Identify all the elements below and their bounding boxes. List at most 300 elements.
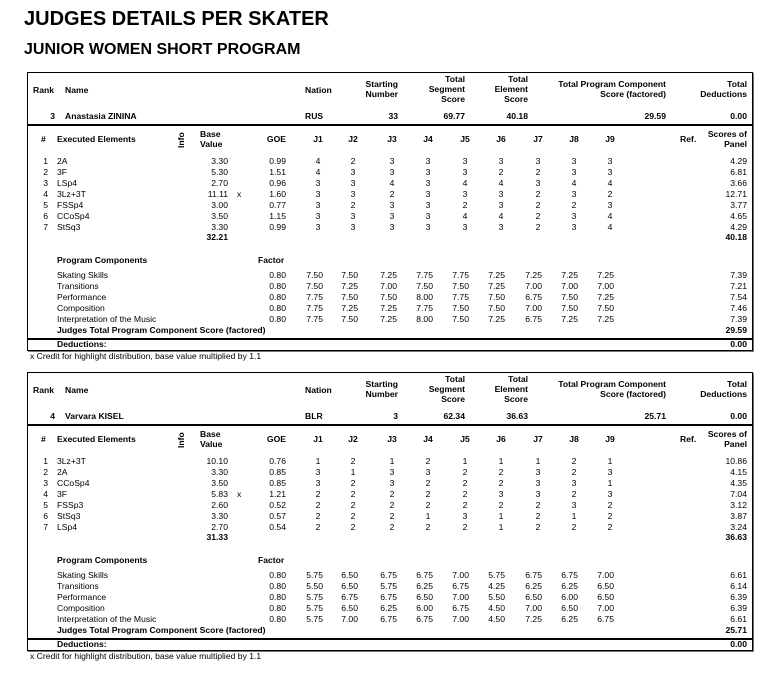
element-base-value: 3.30 — [211, 511, 228, 521]
judge-header: J8 — [569, 434, 579, 444]
pcs-header-2: Score (factored) — [600, 89, 666, 99]
scores-of-panel-header-1: Scores of — [707, 429, 747, 439]
goe-header: GOE — [266, 134, 286, 144]
judge-header: J6 — [496, 434, 506, 444]
scores-of-panel-header-2: Panel — [724, 439, 747, 449]
element-judge-score: 3 — [498, 222, 504, 232]
element-base-value: 3.50 — [211, 211, 228, 221]
component-judge-score: 6.75 — [561, 570, 578, 580]
element-judge-score: 2 — [607, 511, 613, 521]
element-goe: 1.60 — [269, 189, 286, 199]
element-judge-score: 2 — [425, 456, 431, 466]
component-judge-score: 5.75 — [306, 592, 323, 602]
segment-score-header-3: Score — [441, 94, 465, 104]
element-base-value: 3.50 — [211, 478, 228, 488]
element-judge-score: 2 — [498, 467, 504, 477]
component-name: Transitions — [57, 581, 99, 591]
skater-starting-number: 33 — [388, 111, 398, 121]
element-judge-score: 2 — [571, 522, 577, 532]
element-judge-score: 2 — [607, 522, 613, 532]
element-judge-score: 2 — [535, 167, 541, 177]
element-panel-score: 6.81 — [730, 167, 747, 177]
element-base-value: 5.30 — [211, 167, 228, 177]
element-judge-score: 3 — [315, 211, 321, 221]
element-score-header-1: Total — [508, 374, 528, 384]
component-judge-score: 6.25 — [416, 581, 433, 591]
component-factor: 0.80 — [269, 292, 286, 302]
element-base-value: 11.11 — [207, 189, 228, 199]
scores-of-panel-header-2: Panel — [724, 139, 747, 149]
judges-total-pcs-label: Judges Total Program Component Score (factored) — [57, 625, 266, 635]
element-judge-score: 3 — [315, 178, 321, 188]
pcs-header-1: Total Program Component — [558, 379, 666, 389]
element-base-value: 10.10 — [206, 456, 228, 466]
component-panel-score: 6.61 — [730, 570, 747, 580]
component-name: Interpretation of the Music — [57, 314, 157, 324]
element-num: 7 — [43, 222, 48, 232]
element-judge-score: 2 — [535, 500, 541, 510]
element-judge-score: 2 — [350, 200, 356, 210]
element-num: 3 — [43, 178, 48, 188]
component-judge-score: 6.00 — [561, 592, 578, 602]
component-judge-score: 7.50 — [341, 314, 358, 324]
factor-header: Factor — [258, 555, 285, 565]
element-num: 6 — [43, 211, 48, 221]
element-goe: 0.85 — [269, 467, 286, 477]
component-judge-score: 7.50 — [452, 314, 469, 324]
component-judge-score: 5.50 — [306, 581, 323, 591]
element-goe: 0.52 — [269, 500, 286, 510]
component-name: Composition — [57, 603, 105, 613]
element-judge-score: 3 — [498, 489, 504, 499]
starting-number-header-1: Starting — [365, 79, 398, 89]
component-judge-score: 6.50 — [597, 581, 614, 591]
starting-number-header-2: Number — [365, 89, 398, 99]
component-factor: 0.80 — [269, 270, 286, 280]
judge-header: J1 — [313, 434, 323, 444]
element-judge-score: 2 — [535, 200, 541, 210]
element-name: 2A — [57, 467, 68, 477]
deductions-value: 0.00 — [730, 339, 747, 349]
component-judge-score: 4.50 — [488, 603, 505, 613]
component-name: Interpretation of the Music — [57, 614, 157, 624]
element-judge-score: 3 — [498, 200, 504, 210]
element-judge-score: 4 — [607, 222, 613, 232]
element-judge-score: 3 — [535, 489, 541, 499]
component-judge-score: 7.75 — [306, 314, 323, 324]
element-judge-score: 1 — [498, 522, 504, 532]
skater-pcs: 25.71 — [644, 411, 666, 421]
skater-pcs: 29.59 — [644, 111, 666, 121]
deductions-header-1: Total — [727, 79, 747, 89]
component-judge-score: 6.75 — [416, 570, 433, 580]
component-judge-score: 7.50 — [488, 303, 505, 313]
element-judge-score: 3 — [315, 467, 321, 477]
element-judge-score: 4 — [462, 211, 468, 221]
component-judge-score: 7.25 — [488, 314, 505, 324]
element-judge-score: 4 — [462, 178, 468, 188]
element-judge-score: 1 — [315, 456, 321, 466]
component-judge-score: 7.25 — [341, 281, 358, 291]
component-judge-score: 6.75 — [597, 614, 614, 624]
element-panel-score: 3.24 — [730, 522, 747, 532]
component-name: Performance — [57, 292, 107, 302]
element-judge-score: 3 — [389, 222, 395, 232]
component-judge-score: 6.25 — [525, 581, 542, 591]
judge-header: J9 — [605, 434, 615, 444]
skater-nation: BLR — [305, 411, 323, 421]
component-judge-score: 6.25 — [561, 581, 578, 591]
element-judge-score: 1 — [350, 467, 356, 477]
component-judge-score: 7.00 — [597, 281, 614, 291]
judge-header: J2 — [348, 434, 358, 444]
base-value-total: 31.33 — [206, 532, 228, 542]
judge-header: J8 — [569, 134, 579, 144]
element-judge-score: 2 — [425, 522, 431, 532]
component-judge-score: 7.25 — [561, 270, 578, 280]
component-judge-score: 6.50 — [341, 581, 358, 591]
element-bonus-marker: x — [237, 489, 242, 499]
component-judge-score: 6.75 — [525, 314, 542, 324]
element-judge-score: 4 — [607, 178, 613, 188]
component-panel-score: 6.39 — [730, 592, 747, 602]
component-judge-score: 8.00 — [416, 292, 433, 302]
component-judge-score: 6.75 — [380, 614, 397, 624]
judge-header: J7 — [533, 134, 543, 144]
element-judge-score: 1 — [498, 456, 504, 466]
judges-total-pcs-value: 29.59 — [725, 325, 747, 335]
element-judge-score: 3 — [425, 156, 431, 166]
component-judge-score: 7.50 — [306, 270, 323, 280]
element-goe: 1.51 — [269, 167, 286, 177]
element-panel-score: 4.29 — [730, 156, 747, 166]
element-judge-score: 2 — [350, 478, 356, 488]
element-name: StSq3 — [57, 511, 81, 521]
element-judge-score: 1 — [425, 511, 431, 521]
element-name: 3Lz+3T — [57, 456, 86, 466]
element-judge-score: 2 — [315, 489, 321, 499]
deductions-header-2: Deductions — [700, 89, 747, 99]
element-judge-score: 3 — [389, 478, 395, 488]
component-judge-score: 6.25 — [561, 614, 578, 624]
info-header: Info — [176, 432, 186, 448]
element-judge-score: 4 — [389, 178, 395, 188]
element-panel-score: 4.65 — [730, 211, 747, 221]
skater-element-score: 36.63 — [506, 411, 528, 421]
component-judge-score: 6.75 — [525, 570, 542, 580]
component-judge-score: 7.25 — [525, 270, 542, 280]
element-panel-score: 3.77 — [730, 200, 747, 210]
element-score-header-3: Score — [504, 394, 528, 404]
element-judge-score: 2 — [350, 456, 356, 466]
element-judge-score: 3 — [571, 211, 577, 221]
component-judge-score: 7.00 — [561, 281, 578, 291]
element-judge-score: 2 — [425, 489, 431, 499]
component-judge-score: 7.75 — [416, 270, 433, 280]
element-score-header-2: Element — [494, 84, 528, 94]
element-judge-score: 3 — [607, 156, 613, 166]
component-factor: 0.80 — [269, 314, 286, 324]
element-judge-score: 2 — [315, 500, 321, 510]
element-name: FSSp3 — [57, 500, 84, 510]
element-judge-score: 3 — [607, 467, 613, 477]
elements-panel-total: 36.63 — [725, 532, 747, 542]
element-judge-score: 2 — [607, 189, 613, 199]
component-judge-score: 6.75 — [452, 603, 469, 613]
component-judge-score: 4.25 — [488, 581, 505, 591]
element-judge-score: 1 — [462, 456, 468, 466]
element-judge-score: 3 — [350, 222, 356, 232]
component-factor: 0.80 — [269, 281, 286, 291]
component-judge-score: 6.50 — [416, 592, 433, 602]
component-panel-score: 7.21 — [730, 281, 747, 291]
element-num: 5 — [43, 200, 48, 210]
element-judge-score: 2 — [498, 478, 504, 488]
element-judge-score: 1 — [498, 511, 504, 521]
element-panel-score: 7.04 — [730, 489, 747, 499]
element-judge-score: 2 — [607, 500, 613, 510]
element-num: 1 — [43, 156, 48, 166]
component-judge-score: 6.50 — [341, 603, 358, 613]
component-name: Performance — [57, 592, 107, 602]
element-judge-score: 2 — [571, 467, 577, 477]
component-name: Skating Skills — [57, 270, 109, 280]
component-panel-score: 6.39 — [730, 603, 747, 613]
element-judge-score: 2 — [462, 489, 468, 499]
base-value-total: 32.21 — [206, 232, 228, 242]
element-name: 3F — [57, 489, 68, 499]
starting-number-header-2: Number — [365, 389, 398, 399]
element-judge-score: 3 — [315, 478, 321, 488]
element-judge-score: 2 — [498, 167, 504, 177]
component-judge-score: 6.50 — [597, 592, 614, 602]
component-panel-score: 7.54 — [730, 292, 747, 302]
element-num: 4 — [43, 489, 48, 499]
element-judge-score: 2 — [535, 511, 541, 521]
component-panel-score: 7.39 — [730, 270, 747, 280]
component-factor: 0.80 — [269, 581, 286, 591]
executed-elements-header: Executed Elements — [57, 134, 136, 144]
scores-of-panel-header-1: Scores of — [707, 129, 747, 139]
ref-header: Ref. — [680, 434, 697, 444]
component-panel-score: 6.14 — [730, 581, 747, 591]
component-name: Composition — [57, 303, 105, 313]
component-judge-score: 6.00 — [416, 603, 433, 613]
element-name: LSp4 — [57, 178, 78, 188]
element-judge-score: 3 — [425, 467, 431, 477]
component-name: Transitions — [57, 281, 99, 291]
component-panel-score: 7.46 — [730, 303, 747, 313]
skater-rank: 4 — [50, 411, 55, 421]
segment-score-header-2: Segment — [428, 84, 465, 94]
component-judge-score: 6.75 — [341, 592, 358, 602]
element-judge-score: 2 — [350, 156, 356, 166]
base-value-header-2: Value — [200, 139, 223, 149]
deductions-box — [27, 639, 753, 651]
element-judge-score: 2 — [350, 489, 356, 499]
component-judge-score: 7.50 — [341, 292, 358, 302]
judge-header: J5 — [460, 434, 470, 444]
judge-header: J7 — [533, 434, 543, 444]
element-judge-score: 1 — [571, 511, 577, 521]
element-goe: 1.21 — [269, 489, 286, 499]
skater-deductions: 0.00 — [730, 411, 747, 421]
skater-segment-score: 62.34 — [443, 411, 465, 421]
component-judge-score: 6.75 — [380, 592, 397, 602]
goe-header: GOE — [266, 434, 286, 444]
skater-segment-score: 69.77 — [443, 111, 465, 121]
element-num: 2 — [43, 467, 48, 477]
element-name: 3Lz+3T — [57, 189, 86, 199]
element-judge-score: 3 — [389, 200, 395, 210]
element-judge-score: 2 — [389, 500, 395, 510]
deductions-box — [27, 339, 753, 351]
component-judge-score: 7.25 — [380, 314, 397, 324]
component-judge-score: 7.25 — [341, 303, 358, 313]
element-num: 7 — [43, 522, 48, 532]
deductions-header-1: Total — [727, 379, 747, 389]
base-value-header-2: Value — [200, 439, 223, 449]
segment-score-header-2: Segment — [428, 384, 465, 394]
element-judge-score: 3 — [425, 211, 431, 221]
component-judge-score: 7.00 — [341, 614, 358, 624]
component-judge-score: 8.00 — [416, 314, 433, 324]
element-judge-score: 3 — [350, 211, 356, 221]
element-judge-score: 3 — [498, 189, 504, 199]
component-factor: 0.80 — [269, 614, 286, 624]
component-judge-score: 7.75 — [452, 292, 469, 302]
skater-name: Anastasia ZININA — [65, 111, 137, 121]
starting-number-header-1: Starting — [365, 379, 398, 389]
element-judge-score: 2 — [462, 467, 468, 477]
deductions-header-2: Deductions — [700, 389, 747, 399]
element-judge-score: 3 — [535, 178, 541, 188]
program-components-header: Program Components — [57, 255, 148, 265]
component-judge-score: 4.50 — [488, 614, 505, 624]
name-header: Name — [65, 385, 89, 395]
element-judge-score: 3 — [571, 222, 577, 232]
element-base-value: 3.30 — [211, 156, 228, 166]
skater-nation: RUS — [305, 111, 324, 121]
element-base-value: 2.70 — [211, 178, 228, 188]
element-judge-score: 3 — [425, 200, 431, 210]
element-judge-score: 4 — [571, 178, 577, 188]
element-judge-score: 2 — [535, 211, 541, 221]
judge-header: J2 — [348, 134, 358, 144]
judge-header: J3 — [387, 434, 397, 444]
element-judge-score: 2 — [350, 500, 356, 510]
base-value-header-1: Base — [200, 429, 221, 439]
element-judge-score: 4 — [498, 211, 504, 221]
component-judge-score: 6.50 — [561, 603, 578, 613]
element-name: FSSp4 — [57, 200, 84, 210]
pcs-header-1: Total Program Component — [558, 79, 666, 89]
num-header: # — [41, 434, 46, 444]
component-judge-score: 7.50 — [306, 281, 323, 291]
page-subtitle: JUNIOR WOMEN SHORT PROGRAM — [24, 41, 301, 58]
element-goe: 1.15 — [269, 211, 286, 221]
element-judge-score: 2 — [535, 189, 541, 199]
element-name: CCoSp4 — [57, 478, 90, 488]
component-panel-score: 6.61 — [730, 614, 747, 624]
segment-score-header-3: Score — [441, 394, 465, 404]
component-judge-score: 6.25 — [380, 603, 397, 613]
element-base-value: 2.70 — [211, 522, 228, 532]
deductions-label: Deductions: — [57, 639, 107, 649]
component-judge-score: 7.25 — [380, 303, 397, 313]
judge-header: J1 — [313, 134, 323, 144]
element-judge-score: 2 — [389, 489, 395, 499]
component-judge-score: 7.25 — [488, 281, 505, 291]
name-header: Name — [65, 85, 89, 95]
nation-header: Nation — [305, 85, 332, 95]
element-num: 4 — [43, 189, 48, 199]
element-judge-score: 3 — [389, 156, 395, 166]
component-judge-score: 7.50 — [452, 303, 469, 313]
element-judge-score: 3 — [389, 167, 395, 177]
component-judge-score: 6.75 — [452, 581, 469, 591]
element-judge-score: 2 — [498, 500, 504, 510]
element-judge-score: 3 — [425, 189, 431, 199]
element-judge-score: 3 — [571, 189, 577, 199]
element-judge-score: 3 — [462, 511, 468, 521]
skater-starting-number: 3 — [393, 411, 398, 421]
element-panel-score: 4.15 — [730, 467, 747, 477]
element-base-value: 3.30 — [211, 467, 228, 477]
component-judge-score: 7.00 — [525, 603, 542, 613]
component-factor: 0.80 — [269, 570, 286, 580]
element-panel-score: 12.71 — [725, 189, 747, 199]
element-judge-score: 2 — [425, 478, 431, 488]
element-panel-score: 4.29 — [730, 222, 747, 232]
component-panel-score: 7.39 — [730, 314, 747, 324]
element-judge-score: 3 — [462, 189, 468, 199]
component-judge-score: 7.75 — [306, 303, 323, 313]
skater-rank: 3 — [50, 111, 55, 121]
num-header: # — [41, 134, 46, 144]
element-judge-score: 2 — [350, 511, 356, 521]
element-panel-score: 10.86 — [725, 456, 747, 466]
component-judge-score: 7.00 — [597, 570, 614, 580]
component-judge-score: 7.50 — [561, 303, 578, 313]
component-judge-score: 6.75 — [416, 614, 433, 624]
element-judge-score: 3 — [315, 200, 321, 210]
judges-total-pcs-value: 25.71 — [725, 625, 747, 635]
element-judge-score: 3 — [571, 167, 577, 177]
element-panel-score: 3.12 — [730, 500, 747, 510]
segment-score-header-1: Total — [445, 374, 465, 384]
component-judge-score: 7.50 — [341, 270, 358, 280]
element-judge-score: 2 — [389, 189, 395, 199]
rank-header: Rank — [33, 385, 55, 395]
pcs-header-2: Score (factored) — [600, 389, 666, 399]
component-judge-score: 7.50 — [597, 303, 614, 313]
element-name: CCoSp4 — [57, 211, 90, 221]
element-judge-score: 4 — [498, 178, 504, 188]
judges-total-pcs-label: Judges Total Program Component Score (factored) — [57, 325, 266, 335]
executed-elements-header: Executed Elements — [57, 434, 136, 444]
factor-header: Factor — [258, 255, 285, 265]
component-judge-score: 6.75 — [380, 570, 397, 580]
element-score-header-1: Total — [508, 74, 528, 84]
element-judge-score: 2 — [350, 522, 356, 532]
element-name: 2A — [57, 156, 68, 166]
page-title: JUDGES DETAILS PER SKATER — [24, 8, 329, 30]
component-judge-score: 7.00 — [525, 281, 542, 291]
element-num: 1 — [43, 456, 48, 466]
element-goe: 0.99 — [269, 156, 286, 166]
elements-panel-total: 40.18 — [725, 232, 747, 242]
